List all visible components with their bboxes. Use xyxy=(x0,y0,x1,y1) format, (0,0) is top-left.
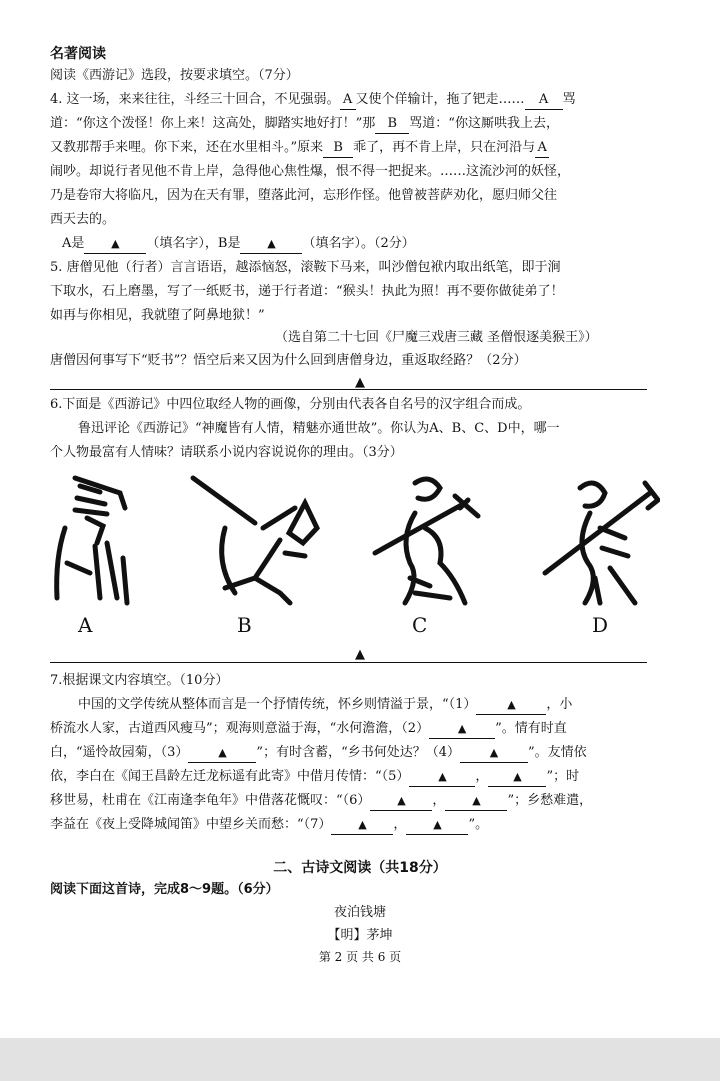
q5-answer-mark[interactable]: ▲ xyxy=(355,375,365,390)
figure-c-label: C xyxy=(412,613,428,637)
q6-answer-mark[interactable]: ▲ xyxy=(355,647,365,662)
reading-intro: 阅读《西游记》选段，按要求填空。（7分） xyxy=(50,68,299,83)
figure-c-zhu-bajie xyxy=(370,468,500,613)
q7-line-4: 依，李白在《闻王昌龄左迁龙标遥有此寄》中借月传情：“（5） ▲ ， ▲ ”；时 xyxy=(50,768,579,787)
answer-b-blank[interactable]: ▲ xyxy=(240,235,302,254)
blank-2[interactable]: ▲ xyxy=(429,720,495,739)
q4-answer-line: A是 ▲ （填名字），B是 ▲ （填名字）。（2分） xyxy=(62,235,415,254)
q4-line-2: 道：“你这个泼怪！你上来！这高处，脚踏实地好打！”那 B 骂道：“你这厮哄我上去， xyxy=(50,115,559,134)
q5-line-3: 如再与你相见，我就堕了阿鼻地狱！” xyxy=(50,308,265,323)
poem-title: 夜泊钱塘 xyxy=(333,905,386,920)
blank-7a[interactable]: ▲ xyxy=(331,816,393,835)
q6-line-2: 鲁迅评论《西游记》“神魔皆有人情，精魅亦通世故”。你认为A、B、C、D中，哪一 xyxy=(78,421,560,436)
q5-source: （选自第二十七回《尸魔三戏唐三藏 圣僧恨逐美猴王》） xyxy=(275,330,598,345)
blank-1[interactable]: ▲ xyxy=(476,696,546,715)
q4-line-1: 4. 这一场，来来往往，斗经三十回合，不见强弱。 A 又使个佯输计，拖了钯走…… A 骂 xyxy=(50,91,576,110)
blank-5a[interactable]: ▲ xyxy=(409,768,475,787)
q7-line-3: 白，“遥怜故园菊，（3） ▲ ”；有时含蓄，“乡书何处达？（4） ▲ ”。友情依 xyxy=(50,744,587,763)
q7-line-1: 中国的文学传统从整体而言是一个抒情传统，怀乡则情溢于景，“（1） ▲ ，小 xyxy=(78,696,572,715)
section-title: 名著阅读 xyxy=(50,46,106,62)
answer-a-blank[interactable]: ▲ xyxy=(84,235,146,254)
blank-a-2: A xyxy=(525,91,563,110)
q5-question: 唐僧因何事写下“贬书”？悟空后来又因为什么回到唐僧身边，重返取经路？（2分） xyxy=(50,353,527,368)
blank-6a[interactable]: ▲ xyxy=(370,792,432,811)
page-footer: 第 2 页 共 6 页 xyxy=(318,950,402,964)
divider-line-2 xyxy=(50,662,647,663)
divider-line xyxy=(50,389,647,390)
part2-instruction: 阅读下面这首诗，完成8～9题。（6分） xyxy=(50,882,279,897)
viewer-bottom-bar xyxy=(0,1038,720,1081)
blank-a-1: A xyxy=(340,91,356,110)
blank-3[interactable]: ▲ xyxy=(188,744,256,763)
blank-b-2: B xyxy=(323,139,353,158)
q5-line-2: 下取水，石上磨墨，写了一纸贬书，递于行者道：“猴头！执此为照！再不要你做徒弟了！ xyxy=(50,284,564,299)
q5-line-1: 5. 唐僧见他（行者）言言语语，越添恼怒，滚鞍下马来，叫沙僧包袱内取出纸笔，即于涧 xyxy=(50,260,561,275)
q4-line-5: 乃是卷帘大将临凡，因为在天有罪，堕落此河，忘形作怪。他曾被菩萨劝化，愿归师父往 xyxy=(50,188,558,203)
figure-d-sha-seng xyxy=(540,468,660,613)
blank-5b[interactable]: ▲ xyxy=(488,768,546,787)
q6-line-1: 6.下面是《西游记》中四位取经人物的画像，分别由代表各自名号的汉字组合而成。 xyxy=(50,397,531,412)
figure-b-label: B xyxy=(237,613,252,637)
q4-line-3: 又教那帮手来哩。你下来，还在水里相斗。”原来 B 乖了，再不肯上岸，只在河沿与 A xyxy=(50,139,549,158)
blank-a-3: A xyxy=(535,139,549,158)
blank-7b[interactable]: ▲ xyxy=(406,816,468,835)
figure-b-sun-wukong xyxy=(185,468,325,613)
poem-author: 【明】茅坤 xyxy=(327,928,393,943)
blank-4[interactable]: ▲ xyxy=(460,744,528,763)
q6-line-3: 个人物最富有人情味？请联系小说内容说说你的理由。（3分） xyxy=(50,445,403,460)
q7-title: 7.根据课文内容填空。（10分） xyxy=(50,673,229,688)
part2-heading: 二、古诗文阅读（共18分） xyxy=(273,860,447,876)
figure-d-label: D xyxy=(592,613,609,637)
figure-a-tang-seng xyxy=(45,468,135,613)
blank-b-1: B xyxy=(375,115,409,134)
q4-line-6: 西天去的。 xyxy=(50,212,116,227)
q7-line-5: 移世易，杜甫在《江南逢李龟年》中借落花慨叹：“（6） ▲ ， ▲ ”；乡愁难遣， xyxy=(50,792,592,811)
q4-line-4: 闹吵。却说行者见他不肯上岸，急得他心焦性爆，恨不得一把捉来。……这流沙河的妖怪， xyxy=(50,164,571,179)
q7-line-2: 桥流水人家，古道西风瘦马”；观海则意溢于海，“水何澹澹，（2） ▲ ”。情有时直 xyxy=(50,720,567,739)
blank-6b[interactable]: ▲ xyxy=(445,792,507,811)
q7-line-6: 李益在《夜上受降城闻笛》中望乡关而愁：“（7） ▲ ， ▲ ”。 xyxy=(50,816,488,835)
figure-a-label: A xyxy=(78,613,93,637)
